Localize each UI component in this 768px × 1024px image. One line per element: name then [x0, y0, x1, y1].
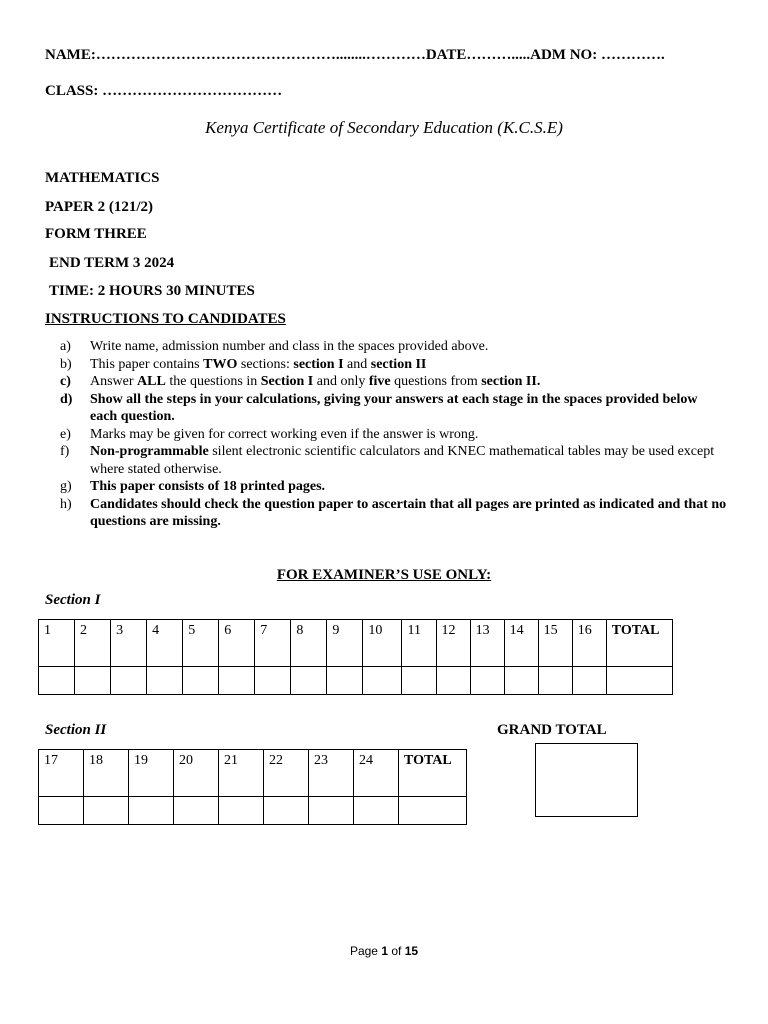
marks-entry-cell[interactable] — [399, 797, 467, 825]
marks-entry-cell[interactable] — [354, 797, 399, 825]
total-header-cell: TOTAL — [399, 750, 467, 797]
instruction-marker: c) — [60, 374, 71, 389]
question-number-cell: 19 — [129, 750, 174, 797]
time-allowed: TIME: 2 HOURS 30 MINUTES — [49, 283, 255, 299]
question-number-cell: 12 — [436, 620, 470, 667]
question-number-cell: 24 — [354, 750, 399, 797]
instruction-text — [90, 496, 728, 531]
marks-entry-cell[interactable] — [572, 667, 606, 695]
instruction-text-part: TWO — [203, 356, 238, 372]
question-number-cell: 23 — [309, 750, 354, 797]
section-2-table — [38, 749, 467, 825]
instruction-text-part: questions from — [390, 374, 482, 389]
instruction-item — [60, 338, 728, 356]
question-number-cell: 16 — [572, 620, 606, 667]
question-number-cell: 17 — [39, 750, 84, 797]
section-2-label: Section II — [45, 722, 107, 738]
name-date-adm-line: NAME:…………………………………………........…………DATE……….....ADM NO: …………. — [45, 47, 665, 63]
footer-of: of — [388, 944, 405, 958]
question-number-cell: 4 — [147, 620, 183, 667]
instruction-marker: d) — [60, 391, 73, 407]
marks-entry-cell[interactable] — [402, 667, 436, 695]
instruction-item — [60, 496, 728, 531]
form: FORM THREE — [45, 226, 147, 242]
marks-entry-cell[interactable] — [129, 797, 174, 825]
section-1-label: Section I — [45, 592, 101, 608]
instructions-list — [60, 338, 728, 531]
subject: MATHEMATICS — [45, 170, 160, 186]
marks-entry-cell[interactable] — [147, 667, 183, 695]
instruction-text — [90, 373, 728, 391]
section-1-table — [38, 619, 673, 695]
question-number-cell: 3 — [111, 620, 147, 667]
exam-title: Kenya Certificate of Secondary Education (K.C.S.E) — [205, 118, 563, 137]
instruction-marker: e) — [60, 426, 71, 442]
question-number-cell: 6 — [219, 620, 255, 667]
marks-entry-cell[interactable] — [606, 667, 672, 695]
marks-entry-cell[interactable] — [436, 667, 470, 695]
marks-entry-cell[interactable] — [183, 667, 219, 695]
total-header-cell: TOTAL — [606, 620, 672, 667]
question-number-cell: 2 — [75, 620, 111, 667]
marks-entry-cell[interactable] — [111, 667, 147, 695]
instruction-text — [90, 391, 728, 426]
instruction-text-part: the questions in — [165, 374, 261, 389]
term: END TERM 3 2024 — [49, 255, 175, 271]
marks-entry-cell[interactable] — [219, 797, 264, 825]
paper: PAPER 2 (121/2) — [45, 199, 154, 215]
examiner-heading: FOR EXAMINER’S USE ONLY: — [276, 567, 492, 583]
instruction-text-part: Candidates should check the question paper to ascertain that all pages are printed as indicated and that no questions are missing. — [90, 496, 727, 529]
instruction-text-part: Non-programmable — [90, 444, 209, 459]
marks-entry-cell[interactable] — [219, 667, 255, 695]
instruction-text-part: Section I — [260, 374, 314, 389]
footer-current-page: 1 — [381, 944, 388, 958]
instruction-text-part: and — [343, 356, 371, 372]
instruction-text-part: This paper contains — [90, 356, 204, 372]
question-number-cell: 15 — [538, 620, 572, 667]
instruction-text-part: Write name, admission number and class in the spaces provided above. — [90, 339, 489, 354]
question-number-cell: 1 — [39, 620, 75, 667]
marks-entry-cell[interactable] — [264, 797, 309, 825]
instruction-item — [60, 426, 728, 444]
question-number-cell: 10 — [363, 620, 402, 667]
marks-entry-cell[interactable] — [309, 797, 354, 825]
marks-entry-cell[interactable] — [504, 667, 538, 695]
instruction-text-part: This paper consists of 18 printed pages. — [90, 479, 326, 494]
instruction-text-part: section I — [293, 356, 344, 372]
marks-entry-cell[interactable] — [255, 667, 291, 695]
question-number-cell: 20 — [174, 750, 219, 797]
marks-entry-cell[interactable] — [363, 667, 402, 695]
marks-entry-cell[interactable] — [75, 667, 111, 695]
footer-prefix: Page — [349, 944, 382, 958]
grand-total-label: GRAND TOTAL — [497, 722, 607, 738]
marks-entry-cell[interactable] — [538, 667, 572, 695]
instruction-marker: f) — [60, 444, 70, 459]
grand-total-box[interactable] — [535, 743, 638, 817]
instruction-text — [90, 426, 728, 444]
question-number-cell: 5 — [183, 620, 219, 667]
marks-entry-cell[interactable] — [470, 667, 504, 695]
question-number-cell: 21 — [219, 750, 264, 797]
instruction-text — [90, 356, 728, 374]
marks-entry-cell[interactable] — [291, 667, 327, 695]
marks-entry-cell[interactable] — [84, 797, 129, 825]
question-number-cell: 9 — [327, 620, 363, 667]
instruction-text-part: and only — [313, 374, 369, 389]
instruction-text-part: Show all the steps in your calculations, giving your answers at each stage in the spaces provided below each question. — [90, 391, 698, 424]
instruction-text-part: sections: — [237, 356, 294, 372]
instruction-item — [60, 373, 728, 391]
instruction-text-part: five — [368, 374, 391, 389]
instruction-text-part: section II. — [481, 374, 541, 389]
instruction-text — [90, 338, 728, 356]
instruction-text — [90, 478, 728, 496]
instruction-text-part: silent electronic scientific calculators and KNEC mathematical tables may be used except where stated otherwise. — [90, 444, 715, 477]
marks-entry-cell[interactable] — [327, 667, 363, 695]
question-number-cell: 18 — [84, 750, 129, 797]
instruction-item — [60, 478, 728, 496]
instruction-text-part: ALL — [137, 374, 166, 389]
instruction-item — [60, 356, 728, 374]
instruction-item — [60, 443, 728, 478]
class-line: CLASS: ……………………………… — [45, 83, 283, 99]
marks-entry-cell[interactable] — [174, 797, 219, 825]
question-number-cell: 13 — [470, 620, 504, 667]
instruction-marker: a) — [60, 339, 71, 354]
instruction-item — [60, 391, 728, 426]
instruction-text-part: Marks may be given for correct working even if the answer is wrong. — [90, 426, 479, 442]
marks-entry-cell[interactable] — [39, 667, 75, 695]
question-number-cell: 11 — [402, 620, 436, 667]
instructions-heading: INSTRUCTIONS TO CANDIDATES — [45, 311, 286, 327]
instruction-text-part: Answer — [90, 374, 138, 389]
footer-total-pages: 15 — [404, 944, 419, 958]
question-number-cell: 14 — [504, 620, 538, 667]
question-number-cell: 22 — [264, 750, 309, 797]
instruction-text-part: section II — [370, 356, 427, 372]
marks-entry-cell[interactable] — [39, 797, 84, 825]
instruction-text — [90, 443, 728, 478]
page-footer — [0, 944, 768, 958]
question-number-cell: 7 — [255, 620, 291, 667]
instruction-marker: b) — [60, 356, 72, 372]
instruction-marker: g) — [60, 479, 72, 494]
instruction-marker: h) — [60, 496, 72, 512]
question-number-cell: 8 — [291, 620, 327, 667]
